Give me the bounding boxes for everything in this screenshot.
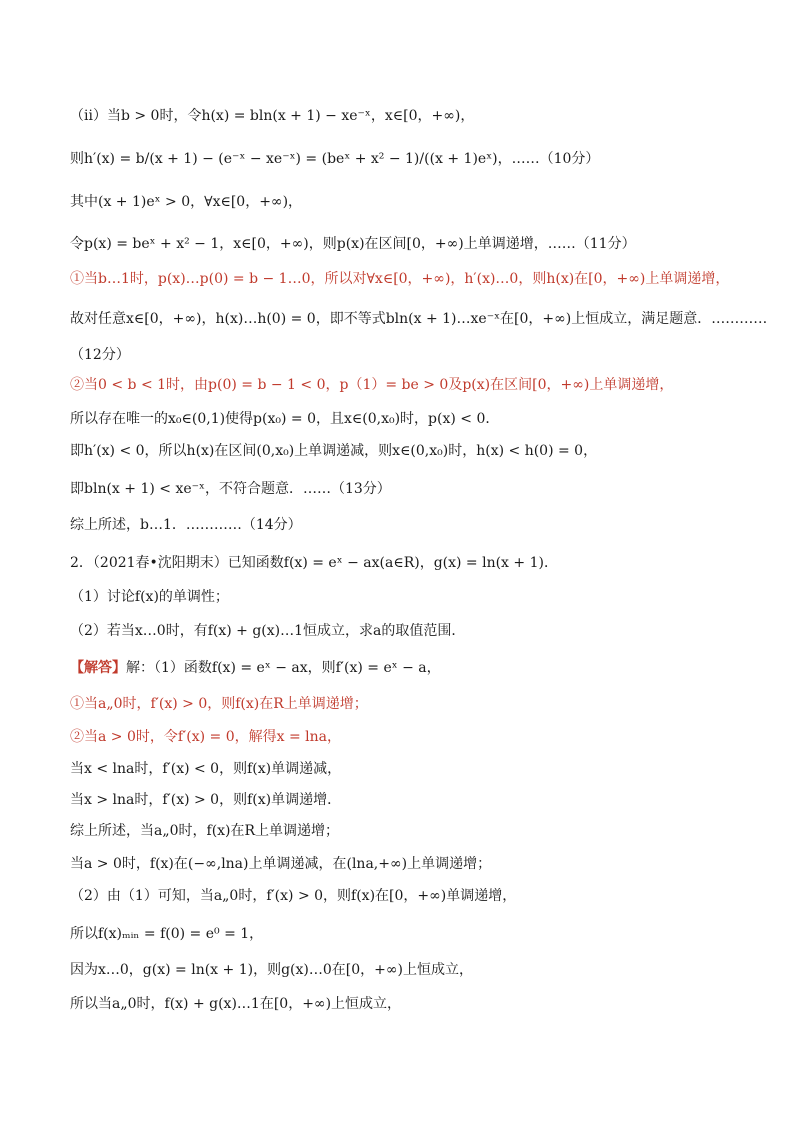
- text-line: 所以当a„0时，f(x) + g(x)…1在[0，+∞)上恒成立，: [70, 996, 402, 1012]
- text-line: 当a > 0时，f(x)在(−∞,lna)上单调递减，在(lna,+∞)上单调递增；: [70, 856, 492, 872]
- text-line: 故对任意x∈[0，+∞)，h(x)…h(0) = 0，即不等式bln(x + 1)…xe⁻ˣ在[0，+∞)上恒成立，满足题意．…………: [70, 311, 768, 327]
- text-line: ②当a > 0时，令f′(x) = 0，解得x = lna，: [70, 729, 341, 745]
- text-line: [70, 659, 730, 677]
- text-line: 所以f(x)ₘᵢₙ = f(0) = e⁰ = 1，: [70, 926, 264, 942]
- text-line: 因为x…0，g(x) = ln(x + 1)，则g(x)…0在[0，+∞)上恒成立，: [70, 962, 473, 978]
- text-line: 其中(x + 1)eˣ > 0，∀x∈[0，+∞)，: [70, 194, 303, 210]
- text-line: 当x > lna时，f′(x) > 0，则f(x)单调递增．: [70, 792, 342, 808]
- text-line: （2）若当x…0时，有f(x) + g(x)…1恒成立，求a的取值范围．: [70, 623, 466, 639]
- text-line: 即h′(x) < 0，所以h(x)在区间(0,x₀)上单调递减，则x∈(0,x₀)时，h(x) < h(0) = 0，: [70, 443, 598, 459]
- text-line: ②当0 < b < 1时，由p(0) = b − 1 < 0，p（1）= be > 0及p(x)在区间[0，+∞)上单调递增，: [70, 377, 674, 393]
- text-line: （1）讨论f(x)的单调性；: [70, 589, 229, 605]
- text-line: 即bln(x + 1) < xe⁻ˣ，不符合题意．……（13分）: [70, 481, 391, 497]
- text-line: 综上所述，b…1．…………（14分）: [70, 517, 302, 533]
- answer-text: 解：（1）函数f(x) = eˣ − ax，则f′(x) = eˣ − a，: [126, 660, 441, 676]
- text-line: （2）由（1）可知，当a„0时，f′(x) > 0，则f(x)在[0，+∞)单调递增，: [70, 888, 517, 904]
- text-line: 所以存在唯一的x₀∈(0,1)使得p(x₀) = 0，且x∈(0,x₀)时，p(x) < 0．: [70, 411, 500, 427]
- text-line: 当x < lna时，f′(x) < 0，则f(x)单调递减，: [70, 761, 342, 777]
- text-line: 则h′(x) = b/(x + 1) − (e⁻ˣ − xe⁻ˣ) = (beˣ + x² − 1)/((x + 1)eˣ)，……（10分）: [70, 151, 600, 167]
- text-line: ①当b…1时，p(x)…p(0) = b − 1…0，所以对∀x∈[0，+∞)，h′(x)…0，则h(x)在[0，+∞)上单调递增，: [70, 271, 730, 287]
- text-line: 综上所述，当a„0时，f(x)在R上单调递增；: [70, 823, 340, 839]
- text-line: 令p(x) = beˣ + x² − 1，x∈[0，+∞)，则p(x)在区间[0，+∞)上单调递增，……（11分）: [70, 236, 636, 252]
- text-line: 2．（2021春•沈阳期末）已知函数f(x) = eˣ − ax(a∈R)，g(x) = ln(x + 1)．: [70, 555, 558, 571]
- text-line: ①当a„0时，f′(x) > 0，则f(x)在R上单调递增；: [70, 696, 368, 712]
- text-line: （ⅱ）当b > 0时，令h(x) = bln(x + 1) − xe⁻ˣ，x∈[0，+∞)，: [70, 108, 475, 124]
- text-line: （12分）: [70, 347, 130, 363]
- answer-tag: 【解答】: [70, 660, 126, 676]
